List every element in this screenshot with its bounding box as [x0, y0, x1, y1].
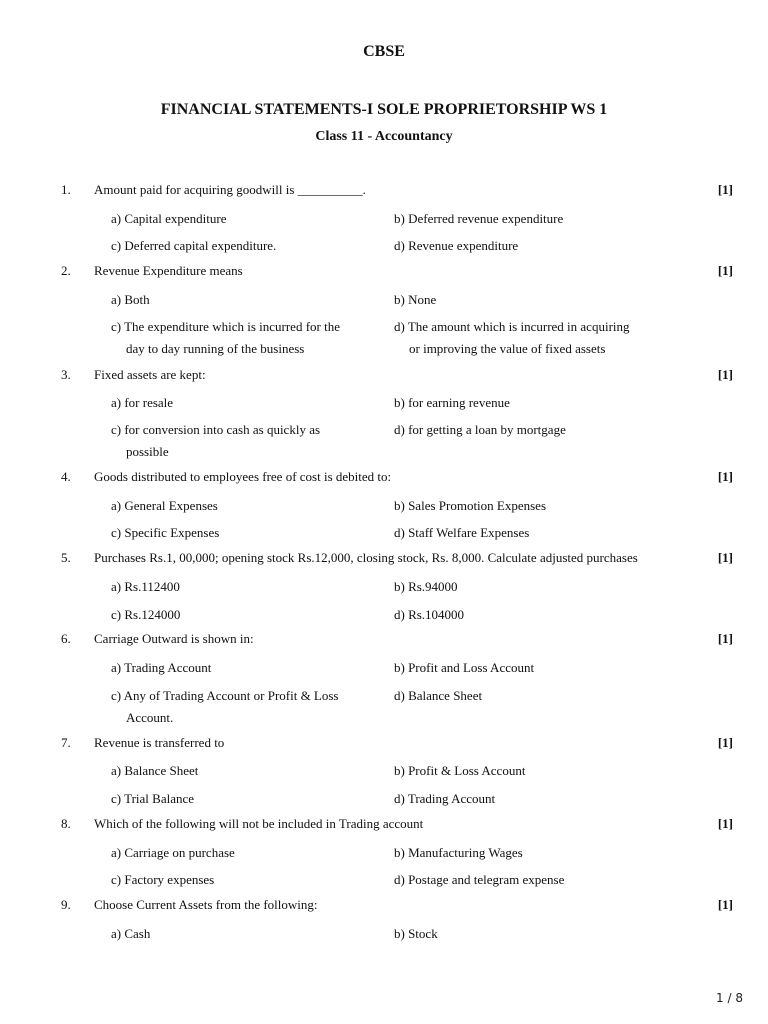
option-d-line-2: or improving the value of fixed assets: [409, 341, 606, 356]
option-d: d) Postage and telegram expense: [394, 872, 565, 887]
question-6: [0, 631, 768, 649]
option-d: d) for getting a loan by mortgage: [394, 422, 566, 437]
option-c: [111, 316, 371, 360]
option-b: b) Deferred revenue expenditure: [394, 211, 564, 226]
option-d: d) Revenue expenditure: [394, 238, 519, 253]
option-c: c) Rs.124000: [111, 607, 181, 622]
option-c-line-2: Account.: [126, 710, 174, 725]
option-a: a) Balance Sheet: [111, 763, 199, 778]
option-d-line-1: d) The amount which is incurred in acquiring: [394, 319, 630, 334]
option-b: b) Sales Promotion Expenses: [394, 498, 547, 513]
option-d: d) Staff Welfare Expenses: [394, 525, 530, 540]
question-3: [0, 367, 768, 385]
option-b: b) Profit and Loss Account: [394, 660, 535, 675]
question-marks: [1]: [717, 816, 733, 831]
question-number: 6.: [61, 631, 71, 646]
question-number: 8.: [61, 816, 71, 831]
question-number: 1.: [61, 182, 71, 197]
question-text: Amount paid for acquiring goodwill is __________.: [94, 182, 366, 197]
question-text: Which of the following will not be included in Trading account: [94, 816, 424, 831]
option-d: d) Trading Account: [394, 791, 496, 806]
question-8: [0, 816, 768, 834]
question-text: Goods distributed to employees free of cost is debited to:: [94, 469, 392, 484]
option-b: b) Manufacturing Wages: [394, 845, 523, 860]
option-d: [394, 316, 694, 360]
page-number: 1 / 8: [716, 991, 743, 1005]
option-c: c) Trial Balance: [111, 791, 195, 806]
question-number: 9.: [61, 897, 71, 912]
question-7: [0, 735, 768, 753]
question-marks: [1]: [717, 469, 733, 484]
option-b: b) for earning revenue: [394, 395, 510, 410]
option-b: b) Stock: [394, 926, 438, 941]
question-marks: [1]: [717, 735, 733, 750]
option-d: d) Balance Sheet: [394, 688, 483, 703]
worksheet-subtitle: Class 11 - Accountancy: [315, 129, 453, 144]
question-number: 5.: [61, 550, 71, 565]
option-a: a) Both: [111, 292, 150, 307]
question-text: Fixed assets are kept:: [94, 367, 206, 382]
question-5: [0, 550, 768, 568]
board-name: CBSE: [363, 43, 405, 60]
question-marks: [1]: [717, 631, 733, 646]
question-marks: [1]: [717, 550, 733, 565]
option-a: a) Capital expenditure: [111, 211, 227, 226]
question-number: 2.: [61, 263, 71, 278]
option-c: c) Deferred capital expenditure.: [111, 238, 277, 253]
question-marks: [1]: [717, 367, 733, 382]
option-c: c) Factory expenses: [111, 872, 215, 887]
question-text: Purchases Rs.1, 00,000; opening stock Rs.12,000, closing stock, Rs. 8,000. Calculate adjusted purchases: [94, 550, 638, 565]
question-2: [0, 263, 768, 281]
question-9: [0, 897, 768, 915]
worksheet-title: FINANCIAL STATEMENTS-I SOLE PROPRIETORSHIP WS 1: [160, 101, 608, 118]
option-d: d) Rs.104000: [394, 607, 465, 622]
question-text: Revenue Expenditure means: [94, 263, 243, 278]
question-text: Revenue is transferred to: [94, 735, 225, 750]
option-a: a) Cash: [111, 926, 151, 941]
option-b: b) Rs.94000: [394, 579, 458, 594]
question-text: Choose Current Assets from the following:: [94, 897, 318, 912]
question-1: [0, 182, 768, 200]
option-b: b) None: [394, 292, 437, 307]
question-number: 3.: [61, 367, 71, 382]
option-c: [111, 419, 371, 463]
option-c: [111, 685, 371, 729]
option-a: a) for resale: [111, 395, 174, 410]
option-a: a) Rs.112400: [111, 579, 180, 594]
option-c-line-1: c) Any of Trading Account or Profit & Loss: [111, 688, 339, 703]
option-b: b) Profit & Loss Account: [394, 763, 526, 778]
question-marks: [1]: [717, 182, 733, 197]
question-number: 4.: [61, 469, 71, 484]
option-a: a) General Expenses: [111, 498, 218, 513]
option-c-line-2: possible: [126, 444, 169, 459]
option-c-line-1: c) for conversion into cash as quickly as: [111, 422, 321, 437]
option-a: a) Trading Account: [111, 660, 212, 675]
option-c: c) Specific Expenses: [111, 525, 220, 540]
question-marks: [1]: [717, 263, 733, 278]
question-marks: [1]: [717, 897, 733, 912]
option-c-line-1: c) The expenditure which is incurred for the: [111, 319, 340, 334]
option-a: a) Carriage on purchase: [111, 845, 235, 860]
question-4: [0, 469, 768, 487]
question-number: 7.: [61, 735, 71, 750]
option-c-line-2: day to day running of the business: [126, 341, 305, 356]
question-text: Carriage Outward is shown in:: [94, 631, 254, 646]
